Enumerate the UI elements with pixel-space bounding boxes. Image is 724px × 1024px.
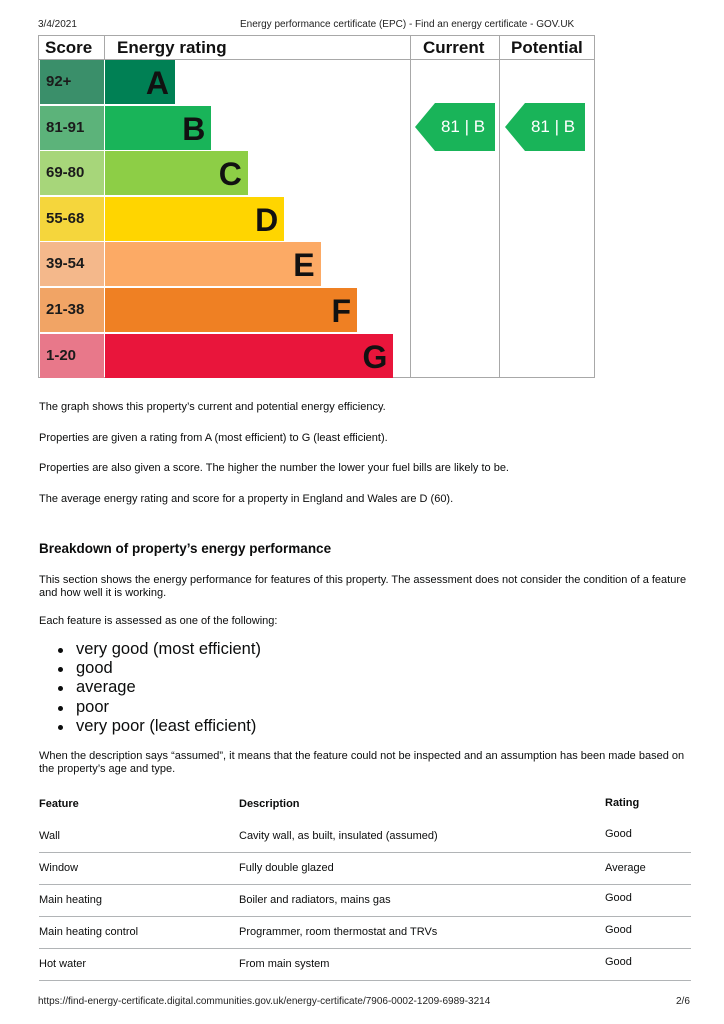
- list-item: very good (most efficient): [58, 640, 261, 659]
- current-column-header: Current: [423, 38, 485, 57]
- band-bar-f: [105, 288, 357, 332]
- list-item: average: [58, 678, 261, 697]
- band-score-e: 39-54: [40, 242, 104, 286]
- assumed-explanation: When the description says “assumed”, it means that the feature could not be inspected and an assumption has been made based on the property’s age and type.: [39, 750, 685, 775]
- intro-average-text: The average energy rating and score for a property in England and Wales are D (60).: [39, 493, 454, 505]
- current-rating-arrow: [415, 103, 495, 151]
- intro-rating-text: Properties are given a rating from A (most efficient) to G (least efficient).: [39, 432, 388, 444]
- description-cell: Cavity wall, as built, insulated (assumed): [239, 830, 438, 842]
- band-letter-e: E: [293, 247, 315, 284]
- intro-graph-text: The graph shows this property’s current and potential energy efficiency.: [39, 401, 386, 413]
- rating-cell: Good: [605, 924, 632, 936]
- rating-cell: Average: [605, 862, 646, 874]
- description-cell: Boiler and radiators, mains gas: [239, 894, 391, 906]
- potential-column-header: Potential: [511, 38, 583, 57]
- current-rating-value: 81 | B: [440, 117, 486, 136]
- potential-rating-arrow: [505, 103, 585, 151]
- table-row: [39, 852, 691, 885]
- footer-url: https://find-energy-certificate.digital.communities.gov.uk/energy-certificate/7906-0002-1209-6989-3214: [38, 996, 491, 1007]
- feature-cell: Hot water: [39, 958, 87, 970]
- band-letter-g: G: [362, 338, 388, 375]
- band-bar-b: [105, 106, 211, 150]
- rating-cell: Good: [605, 892, 632, 904]
- band-bar-a: [105, 60, 175, 104]
- band-score-g: 1-20: [40, 334, 104, 378]
- page-number: 2/6: [676, 996, 690, 1007]
- band-score-d: 55-68: [40, 197, 104, 241]
- description-cell: From main system: [239, 958, 330, 970]
- band-bar-d: [105, 197, 284, 241]
- feature-cell: Window: [39, 862, 79, 874]
- band-letter-a: A: [145, 65, 169, 101]
- score-column-header: Score: [45, 38, 93, 57]
- description-cell: Fully double glazed: [239, 862, 334, 874]
- list-item: poor: [58, 698, 261, 717]
- band-bar-c: [105, 151, 248, 195]
- band-letter-f: F: [331, 293, 351, 329]
- band-bar-g: [105, 334, 393, 378]
- epc-rating-chart: [38, 35, 595, 378]
- feature-cell: Main heating control: [39, 926, 139, 938]
- band-letter-b: B: [182, 110, 206, 147]
- potential-rating-value: 81 | B: [530, 117, 576, 136]
- band-letter-c: C: [218, 156, 242, 193]
- feature-cell: Wall: [39, 830, 60, 842]
- table-row: [39, 948, 691, 981]
- table-row: [39, 820, 691, 853]
- rating-cell: Good: [605, 828, 632, 840]
- band-score-f: 21-38: [40, 288, 104, 332]
- rating-cell: Good: [605, 956, 632, 968]
- breakdown-description: This section shows the energy performance for features of this property. The assessment does not consider the condition of a feature and how well it is working.: [39, 574, 687, 599]
- rating-column-header: Rating: [605, 797, 640, 809]
- band-score-a: 92+: [40, 60, 104, 104]
- rating-scale-list: [58, 640, 261, 736]
- band-bar-e: [105, 242, 321, 286]
- page-title: Energy performance certificate (EPC) - Find an energy certificate - GOV.UK: [240, 19, 575, 30]
- intro-score-text: Properties are also given a score. The higher the number the lower your fuel bills are likely to be.: [39, 462, 509, 474]
- table-row: [39, 884, 691, 917]
- band-score-b: 81-91: [40, 106, 104, 150]
- breakdown-heading: Breakdown of property’s energy performance: [39, 541, 332, 556]
- list-item: good: [58, 659, 261, 678]
- feature-column-header: Feature: [39, 798, 79, 810]
- energy-rating-column-header: Energy rating: [117, 38, 227, 57]
- breakdown-scale-intro: Each feature is assessed as one of the following:: [39, 615, 278, 627]
- description-column-header: Description: [239, 798, 300, 810]
- band-score-c: 69-80: [40, 151, 104, 195]
- feature-cell: Main heating: [39, 894, 102, 906]
- print-date: 3/4/2021: [38, 19, 77, 30]
- table-row: [39, 916, 691, 949]
- band-letter-d: D: [255, 201, 279, 238]
- description-cell: Programmer, room thermostat and TRVs: [239, 926, 438, 938]
- list-item: very poor (least efficient): [58, 717, 261, 736]
